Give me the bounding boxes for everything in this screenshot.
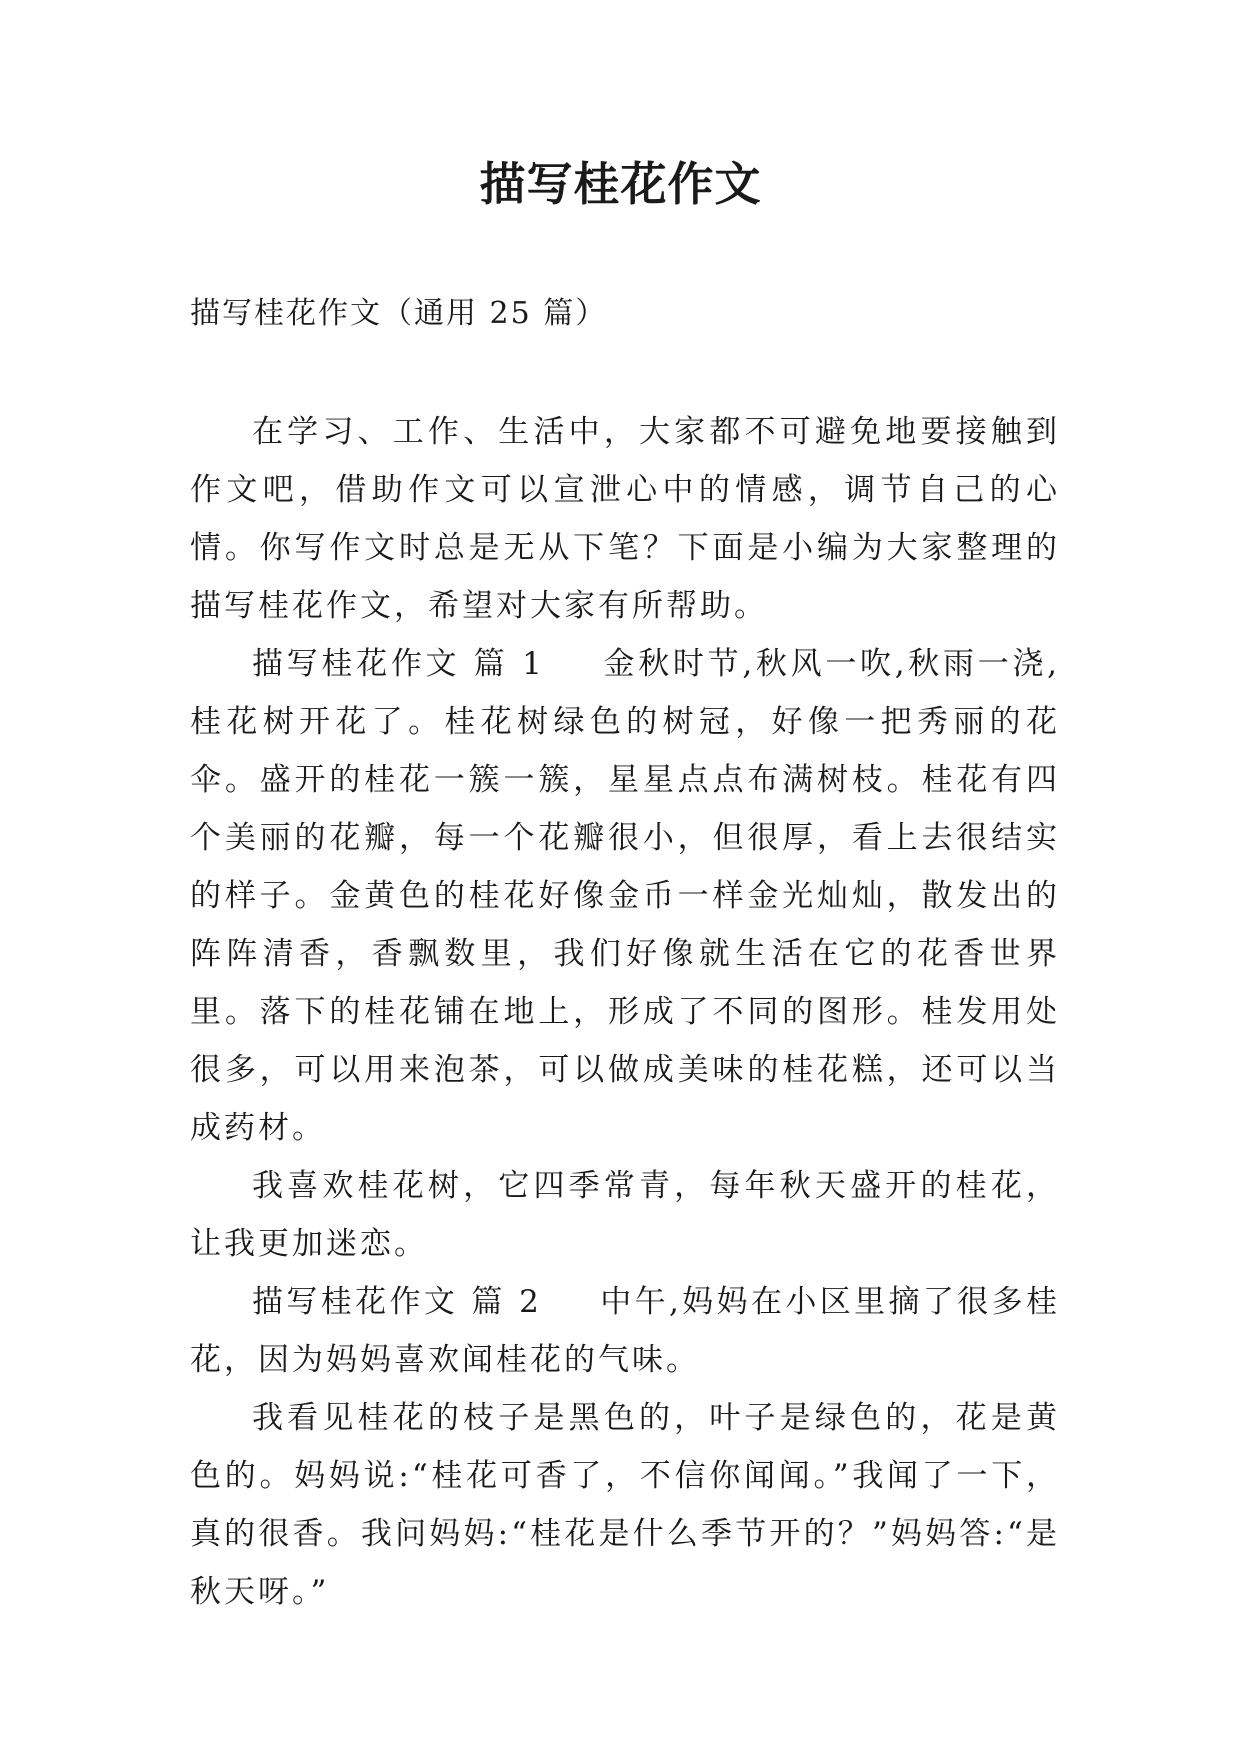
paragraph-text: 我看见桂花的枝子是黑色的，叶子是绿色的，花是黄色的。妈妈说:“桂花可香了，不信你闻闻。”我闻了一下，真的很香。我问妈妈:“桂花是什么季节开的？”妈妈答:“是秋天呀。” <box>190 1400 1060 1610</box>
intro-paragraph <box>190 403 1060 635</box>
document-title: 描写桂花作文 <box>479 157 762 211</box>
paragraph-text: 我喜欢桂花树，它四季常青，每年秋天盛开的桂花，让我更加迷恋。 <box>190 1168 1060 1262</box>
document-subtitle: 描写桂花作文（通用 25 篇） <box>190 296 608 331</box>
paragraph-text: 在学习、工作、生活中，大家都不可避免地要接触到作文吧，借助作文可以宣泄心中的情感，调节自己的心情。你写作文时总是无从下笔？下面是小编为大家整理的描写桂花作文，希望对大家有所帮助。 <box>190 414 1060 624</box>
essay-heading: 描写桂花作文 篇 1 <box>252 646 545 682</box>
document-body <box>190 403 1060 1621</box>
essay-1-paragraph <box>190 635 1060 1157</box>
essay-1-closing-paragraph <box>190 1157 1060 1273</box>
essay-heading: 描写桂花作文 篇 2 <box>252 1284 542 1320</box>
paragraph-text: 金秋时节,秋风一吹,秋雨一浇,桂花树开花了。桂花树绿色的树冠，好像一把秀丽的花伞。盛开的桂花一簇一簇，星星点点布满树枝。桂花有四个美丽的花瓣，每一个花瓣很小，但很厚，看上去很结实的样子。金黄色的桂花好像金币一样金光灿灿，散发出的阵阵清香，香飘数里，我们好像就生活在它的花香世界里。落下的桂花铺在地上，形成了不同的图形。桂发用处很多，可以用来泡茶，可以做成美味的桂花糕，还可以当成药材。 <box>190 646 1060 1146</box>
essay-2-body-paragraph <box>190 1389 1060 1621</box>
essay-2-paragraph <box>190 1273 1060 1389</box>
paragraph-text: 中午,妈妈在小区里摘了很多桂花，因为妈妈喜欢闻桂花的气味。 <box>190 1284 1060 1378</box>
